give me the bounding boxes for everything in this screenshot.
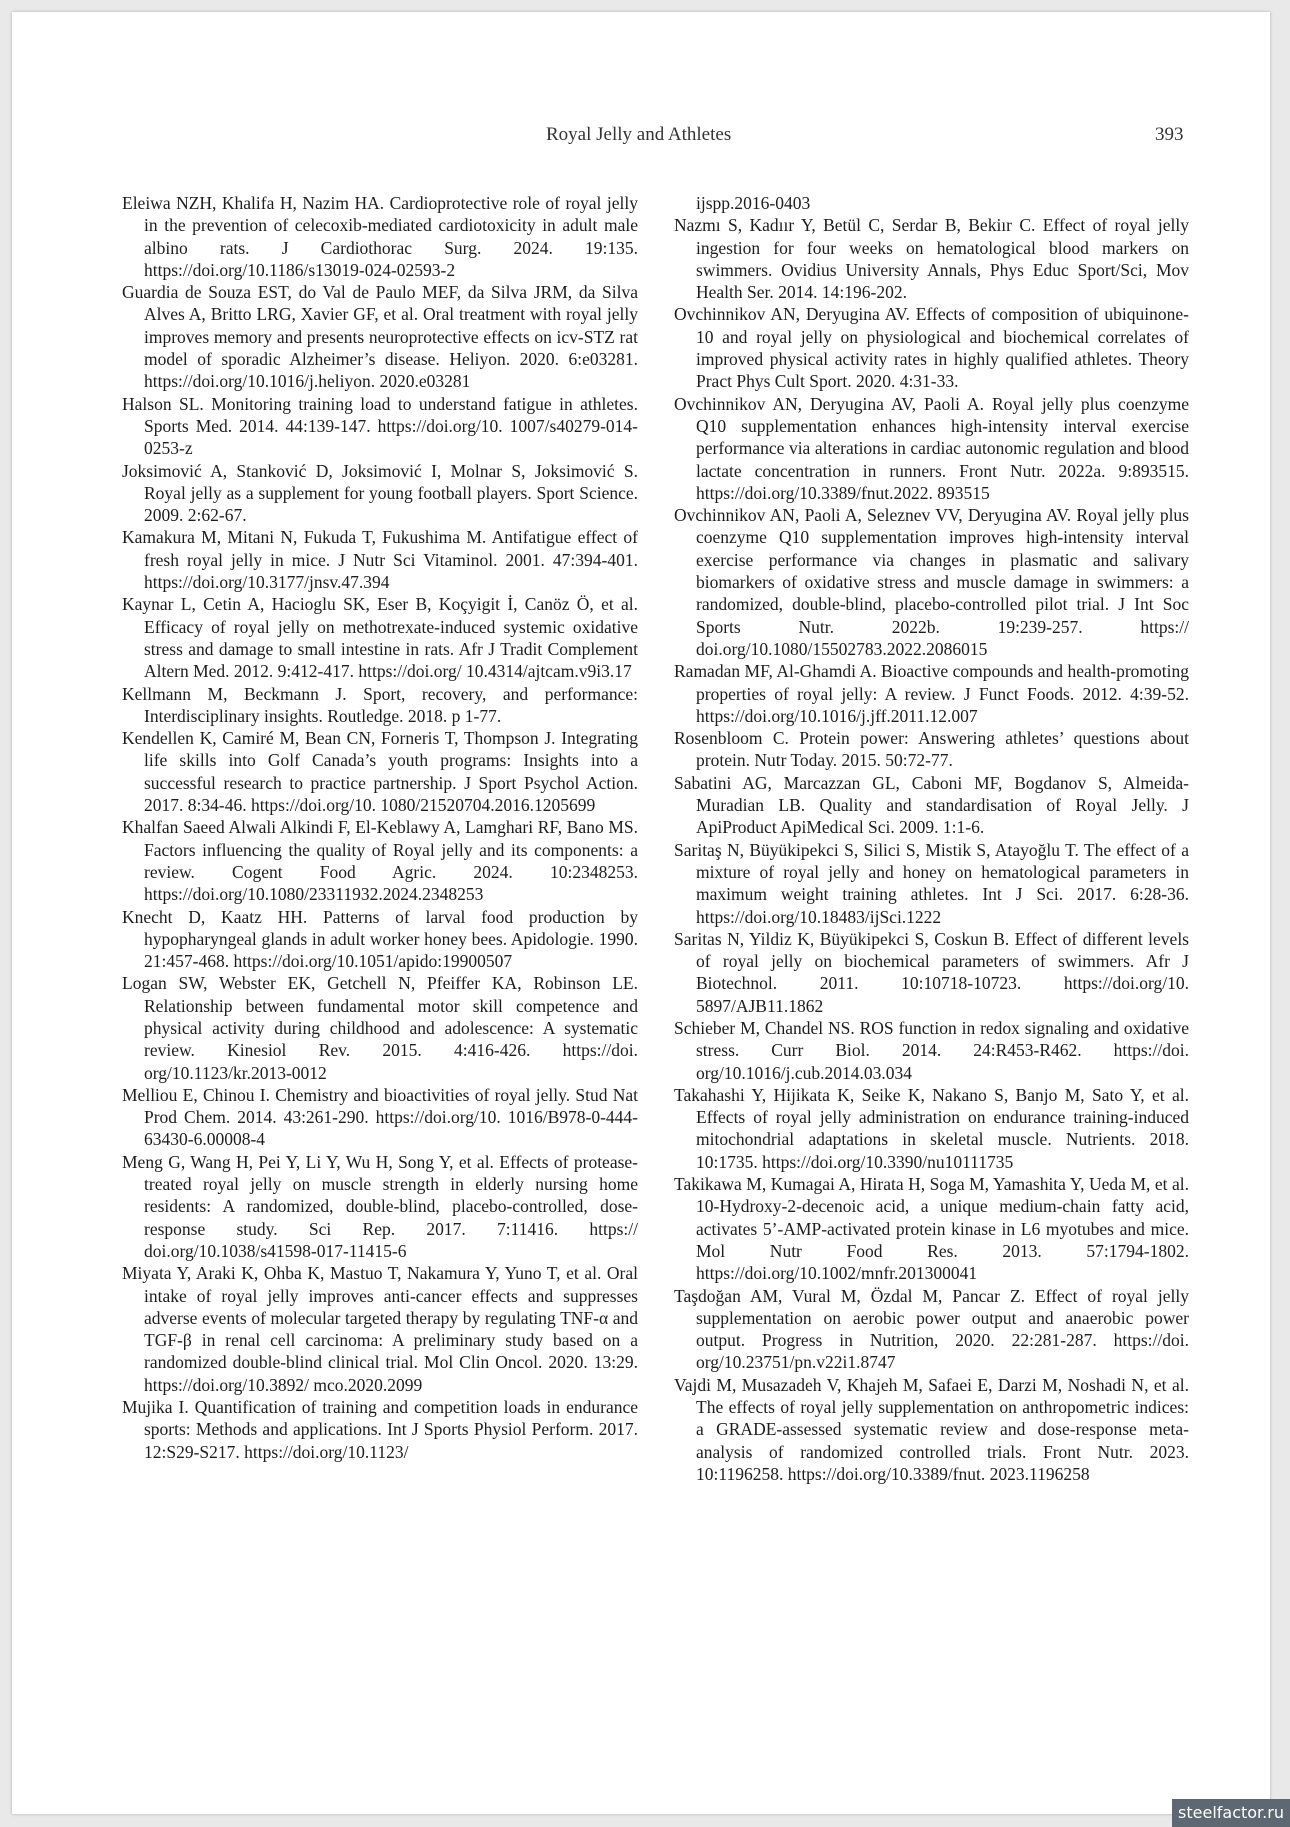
reference-item: Ovchinnikov AN, Paoli A, Seleznev VV, Deryugina AV. Royal jelly plus coenzyme Q10 supplementation improves high-intensity interval exercise performance via changes in plasmatic and salivary biomarkers of oxidative stress and muscle damage in swimmers: a randomized, double-blind, placebo-controlled pilot trial. J Int Soc Sports Nutr. 2022b. 19:239-257. https:// doi.org/10.1080/15502783.2022.2086015 xyxy=(674,505,1189,659)
reference-item: Ovchinnikov AN, Deryugina AV. Effects of composition of ubiquinone-10 and royal jelly on physiological and biochemical correlates of improved physical activity rates in highly qualified athletes. Theory Pract Phys Cult Sport. 2020. 4:31-33. xyxy=(674,304,1189,392)
reference-item: Melliou E, Chinou I. Chemistry and bioactivities of royal jelly. Stud Nat Prod Chem. 2014. 43:261-290. https://doi.org/10. 1016/B978-0-444-63430-6.00008-4 xyxy=(122,1084,638,1150)
reference-item: Nazmı S, Kadıır Y, Betül C, Serdar B, Bekiır C. Effect of royal jelly ingestion for four weeks on hematological blood markers on swimmers. Ovidius University Annals, Phys Educ Sport/Sci, Mov Health Ser. 2014. 14:196-202. xyxy=(674,215,1189,303)
reference-item: Takahashi Y, Hijikata K, Seike K, Nakano S, Banjo M, Sato Y, et al. Effects of royal jelly administration on endurance training-induced mitochondrial adaptations in skeletal muscle. Nutrients. 2018. 10:1735. https://doi.org/10.3390/nu10111735 xyxy=(674,1084,1189,1172)
reference-item: Eleiwa NZH, Khalifa H, Nazim HA. Cardioprotective role of royal jelly in the prevention of celecoxib-mediated cardiotoxicity in adult male albino rats. J Cardiothorac Surg. 2024. 19:135. https://doi.org/10.1186/s13019-024-02593-2 xyxy=(122,193,638,280)
reference-item: Guardia de Souza EST, do Val de Paulo MEF, da Silva JRM, da Silva Alves A, Britto LRG, Xavier GF, et al. Oral treatment with royal jelly improves memory and presents neuroprotective effects on icv-STZ rat model of sporadic Alzheimer’s disease. Heliyon. 2020. 6:e03281. https://doi.org/10.1016/j.heliyon. 2020.e03281 xyxy=(122,282,638,392)
reference-item: Schieber M, Chandel NS. ROS function in redox signaling and oxidative stress. Curr Biol. 2014. 24:R453-R462. https://doi. org/10.1016/j.cub.2014.03.034 xyxy=(674,1017,1189,1083)
page-number: 393 xyxy=(1155,124,1184,145)
reference-item: Meng G, Wang H, Pei Y, Li Y, Wu H, Song Y, et al. Effects of protease-treated royal jelly on muscle strength in elderly nursing home residents: A randomized, double-blind, placebo-controlled, dose-response study. Sci Rep. 2017. 7:11416. https:// doi.org/10.1038/s41598-017-11415-6 xyxy=(122,1151,638,1261)
reference-item: Mujika I. Quantification of training and competition loads in endurance sports: Methods and applications. Int J Sports Physiol Perform. 2017. 12:S29-S217. https://doi.org/10.1123/ xyxy=(122,1397,638,1462)
reference-item: Takikawa M, Kumagai A, Hirata H, Soga M, Yamashita Y, Ueda M, et al. 10-Hydroxy-2-decenoic acid, a unique medium-chain fatty acid, activates 5’-AMP-activated protein kinase in L6 myotubes and mice. Mol Nutr Food Res. 2013. 57:1794-1802. https://doi.org/10.1002/mnfr.201300041 xyxy=(674,1174,1189,1284)
reference-item: Knecht D, Kaatz HH. Patterns of larval food production by hypopharyngeal glands in adult worker honey bees. Apidologie. 1990. 21:457-468. https://doi.org/10.1051/apido:19900507 xyxy=(122,906,638,972)
document-page xyxy=(12,12,1270,1814)
reference-item: Rosenbloom C. Protein power: Answering athletes’ questions about protein. Nutr Today. 2015. 50:72-77. xyxy=(674,728,1189,771)
reference-item: Saritaş N, Büyükipekci S, Silici S, Mistik S, Atayoğlu T. The effect of a mixture of royal jelly and honey on hematological parameters in maximum weight training athletes. Int J Sci. 2017. 6:28-36. https://doi.org/10.18483/ijSci.1222 xyxy=(674,839,1189,927)
reference-item: Vajdi M, Musazadeh V, Khajeh M, Safaei E, Darzi M, Noshadi N, et al. The effects of royal jelly supplementation on anthropometric indices: a GRADE-assessed systematic review and dose-response meta-analysis of randomized controlled trials. Front Nutr. 2023. 10:1196258. https://doi.org/10.3389/fnut. 2023.1196258 xyxy=(674,1374,1189,1484)
reference-column-left xyxy=(122,192,638,1463)
reference-item: Sabatini AG, Marcazzan GL, Caboni MF, Bogdanov S, Almeida-Muradian LB. Quality and standardisation of Royal Jelly. J ApiProduct ApiMedical Sci. 2009. 1:1-6. xyxy=(674,772,1189,838)
reference-column-right xyxy=(674,192,1189,1485)
reference-item: Kendellen K, Camiré M, Bean CN, Forneris T, Thompson J. Integrating life skills into Golf Canada’s youth programs: Insights into a successful research to practice partnership. J Sport Psychol Action. 2017. 8:34-46. https://doi.org/10. 1080/21520704.2016.1205699 xyxy=(122,728,638,816)
reference-item: Taşdoğan AM, Vural M, Özdal M, Pancar Z. Effect of royal jelly supplementation on aerobic power output and anaerobic power output. Progress in Nutrition, 2020. 22:281-287. https://doi. org/10.23751/pn.v22i1.8747 xyxy=(674,1285,1189,1373)
reference-item: Joksimović A, Stanković D, Joksimović I, Molnar S, Joksimović S. Royal jelly as a supplement for young football players. Sport Science. 2009. 2:62-67. xyxy=(122,460,638,526)
reference-item: Kellmann M, Beckmann J. Sport, recovery, and performance: Interdisciplinary insights. Routledge. 2018. p 1-77. xyxy=(122,683,638,726)
reference-item: Ramadan MF, Al-Ghamdi A. Bioactive compounds and health-promoting properties of royal jelly: A review. J Funct Foods. 2012. 4:39-52. https://doi.org/10.1016/j.jff.2011.12.007 xyxy=(674,661,1189,726)
watermark-label: steelfactor.ru xyxy=(1172,1799,1290,1827)
running-header xyxy=(12,124,1284,148)
reference-item: Kaynar L, Cetin A, Hacioglu SK, Eser B, Koçyigit İ, Canöz Ö, et al. Efficacy of royal jelly on methotrexate-induced systemic oxidative stress and damage to small intestine in rats. Afr J Tradit Complement Altern Med. 2012. 9:412-417. https://doi.org/ 10.4314/ajtcam.v9i3.17 xyxy=(122,594,638,682)
reference-item: Kamakura M, Mitani N, Fukuda T, Fukushima M. Antifatigue effect of fresh royal jelly in mice. J Nutr Sci Vitaminol. 2001. 47:394-401. https://doi.org/10.3177/jnsv.47.394 xyxy=(122,527,638,593)
reference-item: Khalfan Saeed Alwali Alkindi F, El-Keblawy A, Lamghari RF, Bano MS. Factors influencing the quality of Royal jelly and its components: a review. Cogent Food Agric. 2024. 10:2348253. https://doi.org/10.1080/23311932.2024.2348253 xyxy=(122,817,638,905)
reference-item: Ovchinnikov AN, Deryugina AV, Paoli A. Royal jelly plus coenzyme Q10 supplementation enhances high-intensity interval exercise performance via alterations in cardiac autonomic regulation and blood lactate concentration in runners. Front Nutr. 2022a. 9:893515. https://doi.org/10.3389/fnut.2022. 893515 xyxy=(674,393,1189,503)
reference-item: Logan SW, Webster EK, Getchell N, Pfeiffer KA, Robinson LE. Relationship between fundamental motor skill competence and physical activity during childhood and adolescence: A systematic review. Kinesiol Rev. 2015. 4:416-426. https://doi. org/10.1123/kr.2013-0012 xyxy=(122,973,638,1083)
reference-item: Saritas N, Yildiz K, Büyükipekci S, Coskun B. Effect of different levels of royal jelly on biochemical parameters of swimmers. Afr J Biotechnol. 2011. 10:10718-10723. https://doi.org/10. 5897/AJB11.1862 xyxy=(674,928,1189,1016)
reference-continuation: ijspp.2016-0403 xyxy=(696,193,811,213)
reference-item: Halson SL. Monitoring training load to understand fatigue in athletes. Sports Med. 2014. 44:139-147. https://doi.org/10. 1007/s40279-014-0253-z xyxy=(122,393,638,459)
reference-item: Miyata Y, Araki K, Ohba K, Mastuo T, Nakamura Y, Yuno T, et al. Oral intake of royal jelly improves anti-cancer effects and suppresses adverse events of molecular targeted therapy by regulating TNF-α and TGF-β in renal cell carcinoma: A preliminary study based on a randomized double-blind clinical trial. Mol Clin Oncol. 2020. 13:29. https://doi.org/10.3892/ mco.2020.2099 xyxy=(122,1263,638,1395)
running-title: Royal Jelly and Athletes xyxy=(546,124,732,145)
